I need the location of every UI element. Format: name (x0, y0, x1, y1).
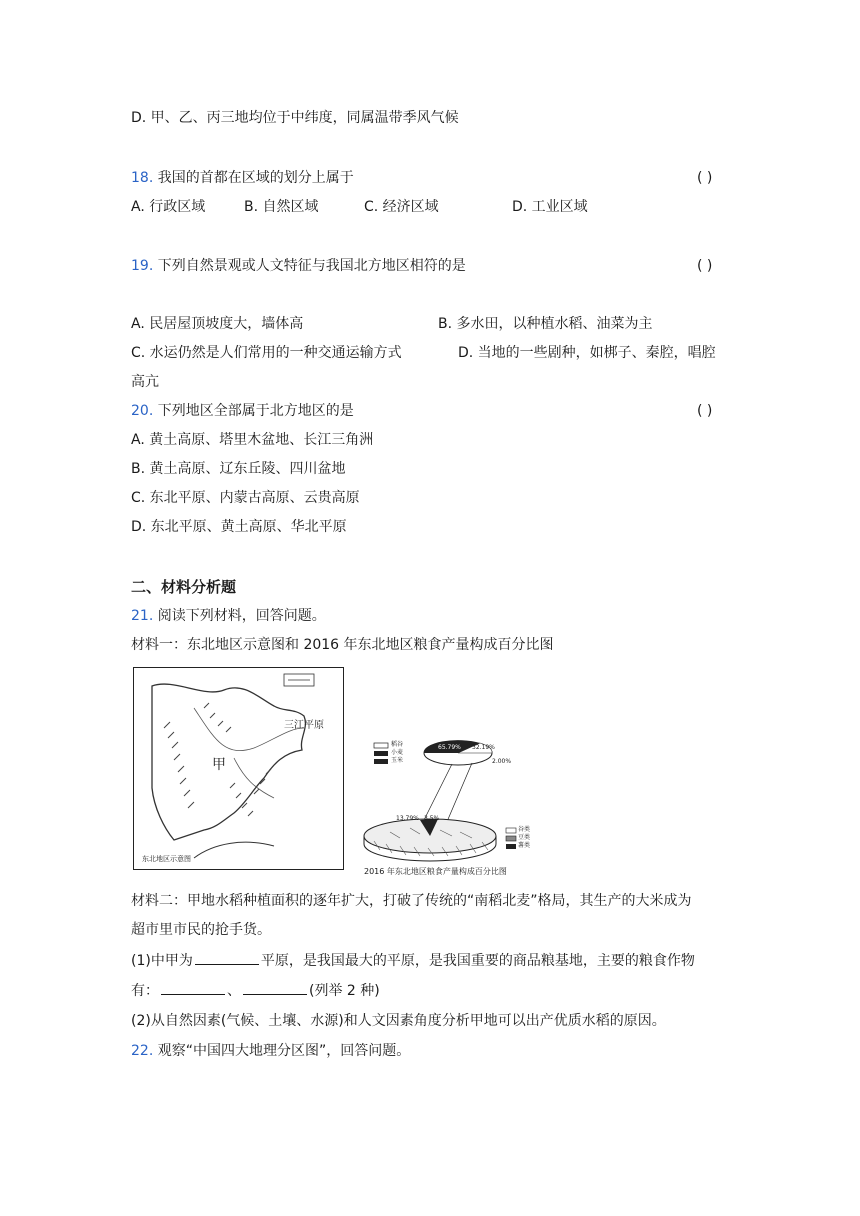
q19-stem: 下列自然景观或人文特征与我国北方地区相符的是 (157, 258, 466, 274)
northeast-map-image (134, 668, 342, 868)
pie-legend-item-2: 玉米 (391, 757, 404, 764)
q18-option-a: A. 行政区域 (131, 199, 206, 215)
q20-option-c: C. 东北平原、内蒙古高原、云贵高原 (131, 490, 360, 506)
pie-top-value-2: 2.00% (492, 758, 512, 765)
pie-legend-item-0: 稻谷 (391, 741, 404, 748)
q19-stem-line (131, 256, 466, 276)
q21-sub1-line-2 (131, 980, 380, 1001)
answer-blank-plain[interactable] (195, 950, 259, 965)
q20-answer-paren: ( ) (697, 403, 713, 419)
q21-sub1-text: 平原，是我国最大的平原，是我国重要的商品粮基地，主要的粮食作物 (260, 953, 695, 969)
q20-stem-line (131, 401, 354, 421)
q21-sub1-note: (列举 2 种) (309, 983, 380, 999)
q17-option-d: D. 甲、乙、丙三地均位于中纬度，同属温带季风气候 (131, 110, 459, 126)
q18-option-d: D. 工业区域 (512, 199, 588, 215)
pie-legend-bottom (518, 826, 530, 850)
q19-option-a: A. 民居屋顶坡度大，墙体高 (131, 316, 304, 332)
q21-material-1: 材料一：东北地区示意图和 2016 年东北地区粮食产量构成百分比图 (131, 637, 554, 653)
q21-stem: 阅读下列材料，回答问题。 (157, 608, 326, 624)
q18-answer-paren: ( ) (697, 170, 713, 186)
q20-option-b: B. 黄土高原、辽东丘陵、四川盆地 (131, 461, 346, 477)
q20-option-a: A. 黄土高原、塔里木盆地、长江三角洲 (131, 432, 374, 448)
q18-option-c: C. 经济区域 (364, 199, 439, 215)
pie-top-value-0: 65.79% (438, 744, 461, 751)
q21-material-2-line-2: 超市里市民的抢手货。 (131, 922, 271, 938)
answer-blank-crop-1[interactable] (161, 980, 225, 995)
q22-stem-line (131, 1041, 410, 1061)
q21-sub1-separator: 、 (227, 983, 241, 999)
q19-number: 19. (131, 258, 154, 274)
pie-legend-bottom-item-0: 谷类 (518, 826, 531, 833)
answer-blank-crop-2[interactable] (243, 980, 307, 995)
q22-stem: 观察“中国四大地理分区图”，回答问题。 (157, 1043, 411, 1059)
q21-stem-line (131, 606, 326, 626)
map-label-jia: 甲 (212, 757, 226, 773)
q20-option-d: D. 东北平原、黄土高原、华北平原 (131, 519, 347, 535)
northeast-map-figure (133, 667, 344, 870)
q18-stem-line (131, 168, 354, 188)
q20-number: 20. (131, 403, 154, 419)
grain-pie-figure (360, 728, 560, 878)
map-caption: 东北地区示意图 (142, 855, 191, 863)
q18-number: 18. (131, 170, 154, 186)
q22-number: 22. (131, 1043, 154, 1059)
q21-sub1-crops-prefix: 有： (131, 983, 159, 999)
q19-option-d: D. 当地的一些剧种，如梆子、秦腔，唱腔 (458, 345, 716, 361)
pie-top-value-1: 32.19% (472, 744, 495, 751)
q21-material-2-line-1: 材料二：甲地水稻种植面积的逐年扩大，打破了传统的“南稻北麦”格局，其生产的大米成为 (131, 893, 692, 909)
pie-legend-bottom-item-2: 薯类 (518, 842, 531, 849)
map-label-sanjiang: 三江平原 (284, 720, 324, 731)
q18-stem: 我国的首都在区域的划分上属于 (157, 170, 354, 186)
pie-caption: 2016 年东北地区粮食产量构成百分比图 (364, 867, 507, 876)
q21-number: 21. (131, 608, 154, 624)
q21-sub2: (2)从自然因素(气候、土壤、水源)和人文因素角度分析甲地可以出产优质水稻的原因。 (131, 1013, 666, 1029)
q21-sub1-prefix: (1)中甲为 (131, 953, 193, 969)
q19-option-c: C. 水运仍然是人们常用的一种交通运输方式 (131, 345, 402, 361)
q21-sub1-line-1 (131, 950, 695, 971)
q18-option-b: B. 自然区域 (244, 199, 319, 215)
q20-stem: 下列地区全部属于北方地区的是 (157, 403, 354, 419)
section-heading: 二、材料分析题 (131, 578, 237, 596)
q19-option-b: B. 多水田，以种植水稻、油菜为主 (438, 316, 653, 332)
pie-bottom-value-0: 13.79% (396, 815, 419, 822)
pie-legend-top (391, 741, 403, 765)
q19-answer-paren: ( ) (697, 258, 713, 274)
pie-legend-bottom-item-1: 豆类 (518, 834, 531, 841)
pie-bottom-value-1: 3.5% (424, 815, 440, 822)
q19-option-d-cont: 高亢 (131, 374, 159, 390)
pie-legend-item-1: 小麦 (391, 749, 404, 756)
